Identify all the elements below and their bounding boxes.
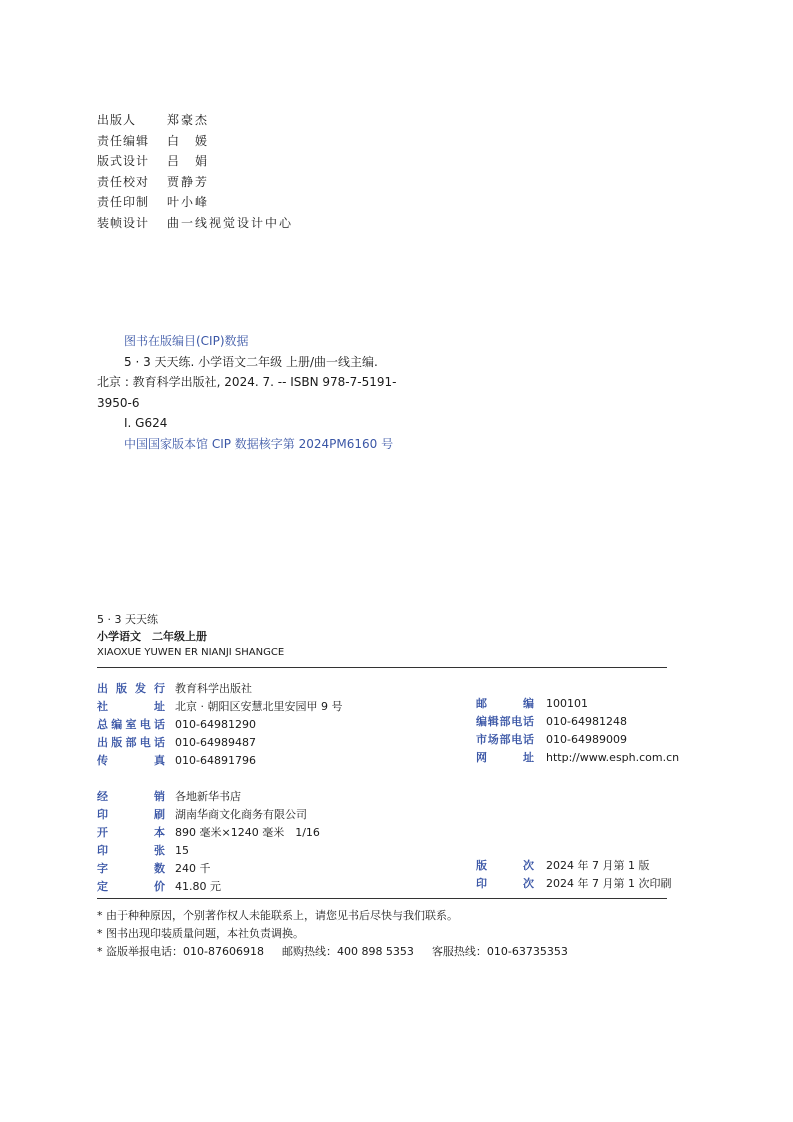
- note-service: 客服热线：010-63735353: [431, 945, 568, 958]
- cip-number: 中国国家版本馆 CIP 数据核字第 2024PM6160 号: [124, 436, 394, 451]
- note-mailorder: 邮购热线：400 898 5353: [281, 945, 414, 958]
- info-label: 出版发行: [97, 682, 165, 695]
- cip-heading: 图书在版编目(CIP)数据: [124, 334, 249, 348]
- info-row: [97, 698, 342, 716]
- info-row: [476, 695, 588, 713]
- info-label: 印刷: [97, 808, 165, 821]
- book-title: 小学语文 二年级上册: [97, 630, 207, 643]
- staff-row: [97, 131, 293, 152]
- website-link[interactable]: http://www.esph.com.cn: [546, 751, 680, 764]
- staff-name: 曲一线视觉设计中心: [167, 215, 294, 230]
- info-row: [97, 734, 256, 752]
- info-row: [97, 824, 320, 842]
- staff-row: [97, 151, 293, 172]
- book-series: 5 · 3 天天练: [97, 613, 158, 626]
- info-value: 010-64981290: [175, 718, 256, 731]
- info-row: [476, 749, 679, 767]
- info-label: 总编室电话: [97, 718, 165, 731]
- notes-block: [97, 907, 568, 961]
- info-value: 北京 · 朝阳区安慧北里安园甲 9 号: [175, 700, 343, 713]
- staff-row: [97, 192, 293, 213]
- info-row: [97, 878, 221, 896]
- cip-line: 北京 : 教育科学出版社, 2024. 7. -- ISBN 978-7-5191-: [97, 375, 397, 389]
- staff-name: 吕 娟: [167, 154, 210, 168]
- staff-role: 版式设计: [97, 154, 150, 168]
- info-label: 编辑部电话: [476, 715, 534, 728]
- info-label: 邮编: [476, 697, 534, 710]
- info-label: 网址: [476, 751, 534, 764]
- staff-row: [97, 213, 293, 234]
- cip-block: [97, 331, 427, 454]
- info-label: 字数: [97, 862, 165, 875]
- info-label: 市场部电话: [476, 733, 534, 746]
- info-row: [476, 731, 627, 749]
- note-line: [97, 943, 568, 961]
- info-label: 版次: [476, 859, 534, 872]
- info-value: 010-64891796: [175, 754, 256, 767]
- info-row: [97, 860, 211, 878]
- info-label: 出版部电话: [97, 736, 165, 749]
- staff-row: [97, 110, 293, 131]
- info-row: [97, 716, 256, 734]
- staff-name: 郑豪杰: [167, 113, 210, 127]
- note-line: * 由于种种原因，个别著作权人未能联系上，请您见书后尽快与我们联系。: [97, 909, 458, 922]
- info-value: 010-64989487: [175, 736, 256, 749]
- staff-name: 叶小峰: [167, 195, 210, 209]
- cip-line: 3950-6: [97, 395, 140, 410]
- divider: [97, 667, 667, 668]
- info-label: 开本: [97, 826, 165, 839]
- book-title-block: [97, 611, 284, 661]
- staff-credits: [97, 110, 293, 233]
- info-value: 15: [175, 844, 189, 857]
- info-value: 100101: [546, 697, 588, 710]
- info-value: 各地新华书店: [175, 790, 241, 803]
- info-value: 890 毫米×1240 毫米 1/16: [175, 826, 320, 839]
- info-value: 240 千: [175, 862, 211, 875]
- info-label: 经销: [97, 790, 165, 803]
- info-label: 定价: [97, 880, 165, 893]
- info-label: 印张: [97, 844, 165, 857]
- info-row: [97, 842, 189, 860]
- info-row: [97, 680, 252, 698]
- info-row: [97, 752, 256, 770]
- info-label: 传真: [97, 754, 165, 767]
- info-label: 印次: [476, 877, 534, 890]
- note-line: * 图书出现印装质量问题，本社负责调换。: [97, 927, 304, 940]
- staff-role: 责任编辑: [97, 133, 150, 148]
- staff-role: 出版人: [97, 113, 137, 127]
- book-pinyin: XIAOXUE YUWEN ER NIANJI SHANGCE: [97, 647, 285, 658]
- info-row: [476, 857, 649, 875]
- info-value: 41.80 元: [175, 880, 221, 893]
- note-piracy: * 盗版举报电话：010-87606918: [97, 945, 264, 958]
- divider: [97, 898, 667, 899]
- cip-line: Ⅰ. G624: [124, 416, 168, 430]
- info-value: 010-64989009: [546, 733, 627, 746]
- staff-role: 责任校对: [97, 174, 150, 189]
- info-value: 教育科学出版社: [175, 682, 252, 695]
- info-value: 湖南华商文化商务有限公司: [175, 808, 307, 821]
- info-row: [476, 875, 671, 893]
- info-row: [97, 806, 307, 824]
- info-label: 社址: [97, 700, 165, 713]
- info-row: [97, 788, 241, 806]
- cip-line: 5 · 3 天天练. 小学语文二年级 上册/曲一线主编.: [124, 354, 378, 369]
- staff-row: [97, 172, 293, 193]
- info-value: 2024 年 7 月第 1 次印刷: [546, 877, 672, 890]
- info-row: [476, 713, 627, 731]
- staff-name: 贾静芳: [167, 174, 210, 189]
- staff-role: 装帧设计: [97, 215, 150, 230]
- info-value: 2024 年 7 月第 1 版: [546, 859, 650, 872]
- staff-name: 白 媛: [167, 133, 210, 148]
- staff-role: 责任印制: [97, 195, 150, 209]
- info-value: 010-64981248: [546, 715, 627, 728]
